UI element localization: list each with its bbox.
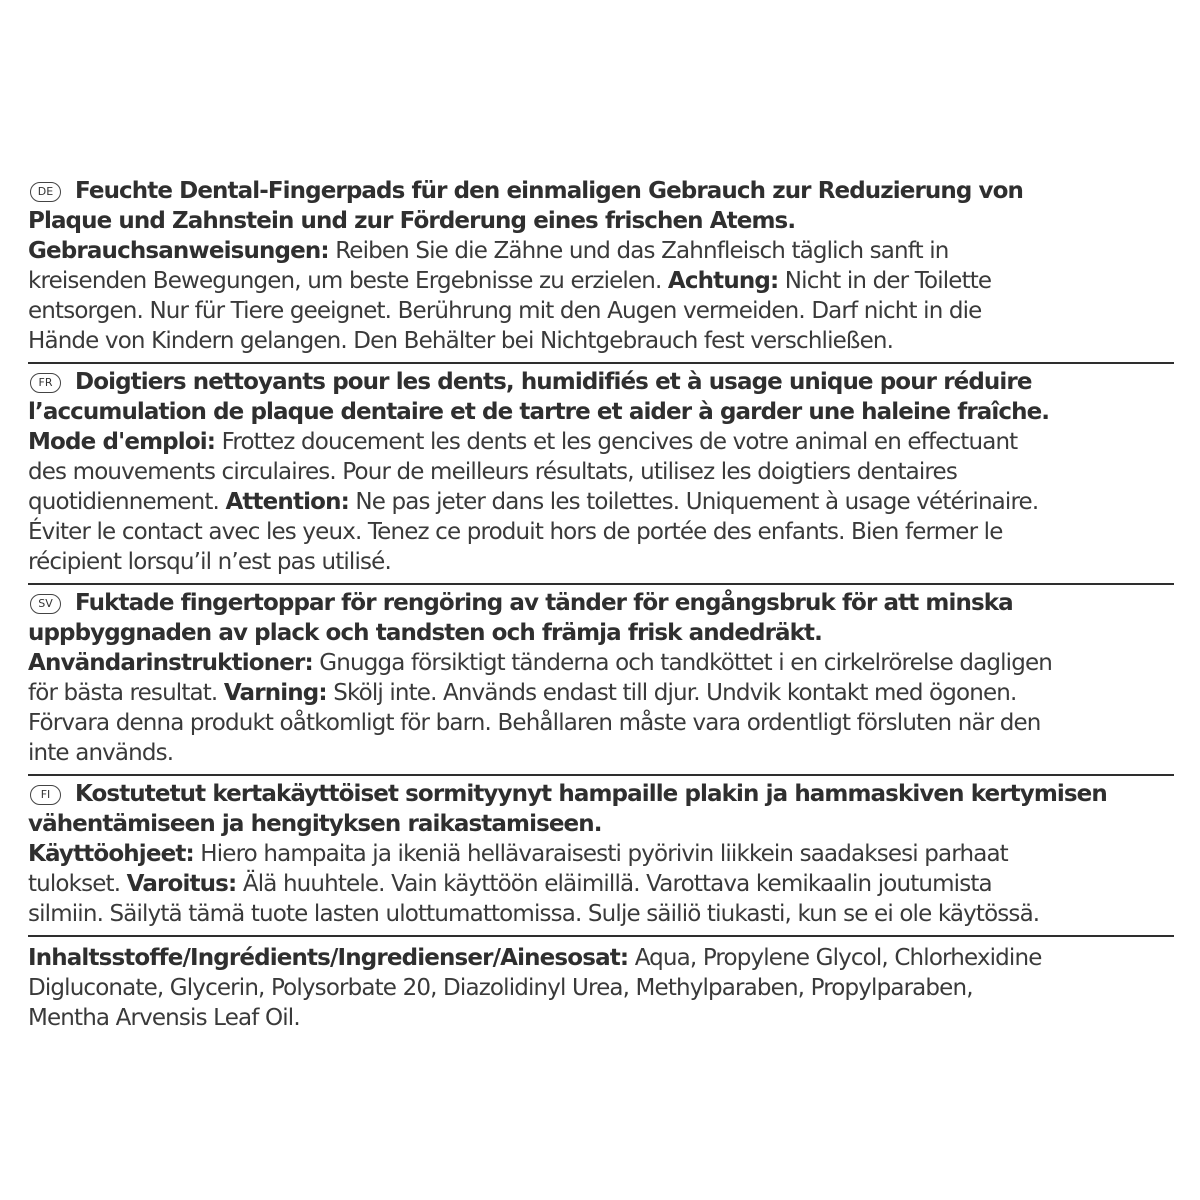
- body-line: tulokset. Varoitus: Älä huuhtele. Vain käyttöön eläimillä. Varottava kemikaalin joutumista: [28, 871, 992, 897]
- ingredients-label: Inhaltsstoffe/Ingrédients/Ingredienser/Ainesosat:: [28, 945, 629, 971]
- product-label: [28, 176, 1174, 1039]
- body-line: inte används.: [28, 740, 174, 766]
- body-line: Mode d'emploi: Frottez doucement les dents et les gencives de votre animal en effectuant: [28, 429, 1018, 455]
- body-line: Förvara denna produkt oåtkomligt för barn. Behållaren måste vara ordentligt försluten när den: [28, 710, 1041, 736]
- body-line: Hände von Kindern gelangen. Den Behälter bei Nichtgebrauch fest verschließen.: [28, 328, 894, 354]
- body-line: Gebrauchsanweisungen: Reiben Sie die Zähne und das Zahnfleisch täglich sanft in: [28, 238, 949, 264]
- warning-label: Attention:: [225, 489, 349, 515]
- section-heading-line: vähentämiseen ja hengityksen raikastamiseen.: [28, 811, 602, 837]
- language-badge-de: DE: [30, 182, 61, 202]
- body-line: silmiin. Säilytä tämä tuote lasten ulottumattomissa. Sulje säiliö tiukasti, kun se ei ole käytössä.: [28, 901, 1040, 927]
- body-line: Användarinstruktioner: Gnugga försiktigt tänderna och tandköttet i en cirkelrörelse dagligen: [28, 650, 1052, 676]
- ingredients-line: Mentha Arvensis Leaf Oil.: [28, 1005, 300, 1031]
- section-heading-line: uppbyggnaden av plack och tandsten och främja frisk andedräkt.: [28, 620, 822, 646]
- body-line: Käyttöohjeet: Hiero hampaita ja ikeniä hellävaraisesti pyörivin liikkein saadaksesi parhaat: [28, 841, 1008, 867]
- instructions-label: Gebrauchsanweisungen:: [28, 238, 329, 264]
- ingredients-line: Inhaltsstoffe/Ingrédients/Ingredienser/Ainesosat: Aqua, Propylene Glycol, Chlorhexidine: [28, 945, 1042, 971]
- section-heading-line: FR Doigtiers nettoyants pour les dents, humidifiés et à usage unique pour réduire: [28, 367, 1174, 397]
- language-badge-fi: FI: [30, 785, 61, 805]
- section-de: [28, 176, 1174, 364]
- section-fr: [28, 364, 1174, 585]
- section-fi: [28, 776, 1174, 937]
- instructions-label: Användarinstruktioner:: [28, 650, 313, 676]
- section-heading-line: DE Feuchte Dental-Fingerpads für den einmaligen Gebrauch zur Reduzierung von: [28, 176, 1174, 206]
- language-badge-fr: FR: [30, 373, 61, 393]
- language-badge-sv: SV: [30, 594, 61, 614]
- body-line: Éviter le contact avec les yeux. Tenez ce produit hors de portée des enfants. Bien fermer le: [28, 519, 1003, 545]
- body-line: récipient lorsqu’il n’est pas utilisé.: [28, 549, 391, 575]
- section-heading-line: FI Kostutetut kertakäyttöiset sormityynyt hampaille plakin ja hammaskiven kertymisen: [28, 779, 1174, 809]
- warning-label: Achtung:: [667, 268, 779, 294]
- body-line: kreisenden Bewegungen, um beste Ergebnisse zu erzielen. Achtung: Nicht in der Toilette: [28, 268, 992, 294]
- ingredients-section: [28, 937, 1174, 1039]
- section-heading-line: Plaque und Zahnstein und zur Förderung eines frischen Atems.: [28, 208, 796, 234]
- section-heading-line: SV Fuktade fingertoppar för rengöring av tänder för engångsbruk för att minska: [28, 588, 1174, 618]
- instructions-label: Mode d'emploi:: [28, 429, 216, 455]
- instructions-label: Käyttöohjeet:: [28, 841, 194, 867]
- warning-label: Varoitus:: [126, 871, 237, 897]
- body-line: quotidiennement. Attention: Ne pas jeter dans les toilettes. Uniquement à usage vétérinaire.: [28, 489, 1039, 515]
- warning-label: Varning:: [223, 680, 327, 706]
- body-line: des mouvements circulaires. Pour de meilleurs résultats, utilisez les doigtiers dentaires: [28, 459, 957, 485]
- ingredients-line: Digluconate, Glycerin, Polysorbate 20, Diazolidinyl Urea, Methylparaben, Propylparaben,: [28, 975, 973, 1001]
- section-sv: [28, 585, 1174, 776]
- section-heading-line: l’accumulation de plaque dentaire et de tartre et aider à garder une haleine fraîche.: [28, 399, 1050, 425]
- body-line: för bästa resultat. Varning: Skölj inte. Används endast till djur. Undvik kontakt med ögonen.: [28, 680, 1017, 706]
- body-line: entsorgen. Nur für Tiere geeignet. Berührung mit den Augen vermeiden. Darf nicht in die: [28, 298, 982, 324]
